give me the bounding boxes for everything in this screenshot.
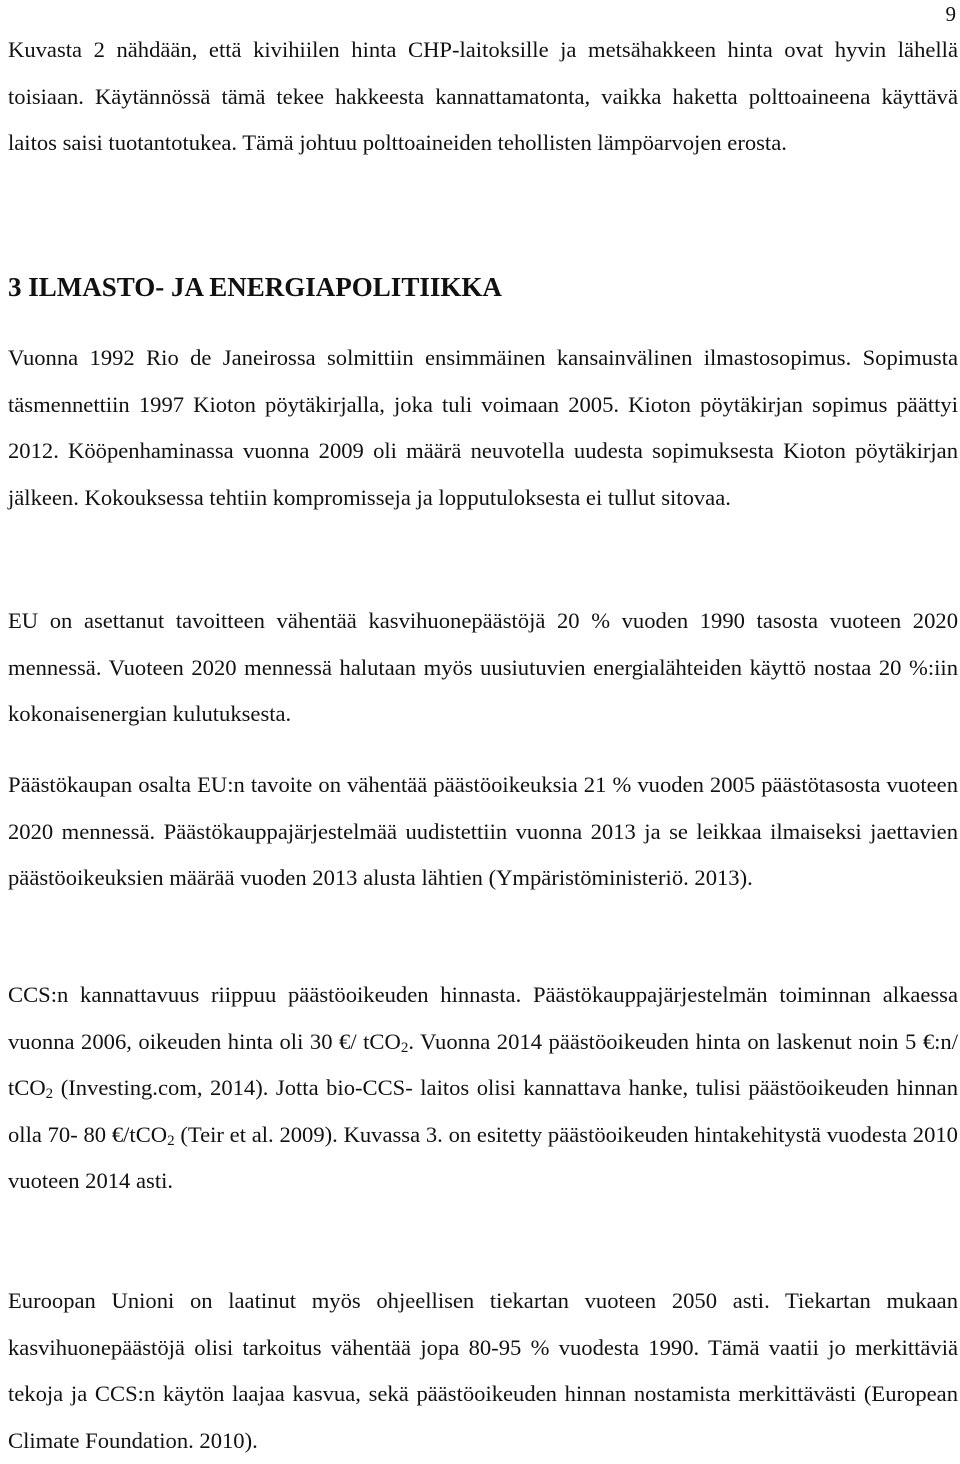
- paragraph-chp-prices: Kuvasta 2 nähdään, että kivihiilen hinta CHP-laitoksille ja metsähakkeen hinta ovat hyvin lähellä toisiaan. Käytännössä tämä tekee hakkeesta kannattamatonta, vaikka haketta polttoaineena käyttävä laitos saisi tuotantotukea. Tämä johtuu polttoaineiden tehollisten lämpöarvojen erosta.: [8, 37, 958, 155]
- paragraph-roadmap-2050: Euroopan Unioni on laatinut myös ohjeellisen tiekartan vuoteen 2050 asti. Tiekartan mukaan kasvihuonepäästöjä olisi tarkoitus vähentää jopa 80-95 % vuodesta 1990. Tämä vaatii jo merkittäviä tekoja ja CCS:n käytön laajaa kasvua, sekä päästöoikeuden hinnan nostamista merkittävästi (European Climate Foundation. 2010).: [8, 1288, 958, 1453]
- ccs-text-part3: (Investing.com, 2014). Jotta bio-CCS- laitos olisi kannattava hanke, tulisi päästöoikeuden hinnan olla 70- 80 €/tCO: [8, 1075, 958, 1147]
- section-heading: 3 ILMASTO- JA ENERGIAPOLITIIKKA: [8, 272, 502, 302]
- co2-subscript: 2: [167, 1132, 175, 1149]
- ccs-text-part1: CCS:n kannattavuus riippuu päästöoikeuden hinnasta. Päästökauppajärjestelmän toiminnan alkaessa vuonna 2006, oikeuden hinta oli 30 €/ tCO: [8, 982, 958, 1054]
- page-number: 9: [945, 2, 956, 26]
- co2-subscript: 2: [45, 1086, 54, 1102]
- paragraph-ccs-profitability: [8, 972, 958, 1205]
- ccs-text-part4: (Teir et al. 2009). Kuvassa 3. on esitetty päästöoikeuden hintakehitystä vuodesta 2010 vuoteen 2014 asti.: [8, 1121, 958, 1193]
- ccs-text-part2: . Vuonna 2014 päästöoikeuden hinta on laskenut noin 5 €:n/ tCO: [8, 1028, 958, 1100]
- co2-subscript: 2: [400, 1039, 409, 1056]
- paragraph-climate-agreements: Vuonna 1992 Rio de Janeirossa solmittiin ensimmäinen kansainvälinen ilmastosopimus. Sopimusta täsmennettiin 1997 Kioton pöytäkirjalla, joka tuli voimaan 2005. Kioton pöytäkirjan sopimus päättyi 2012. Kööpenhaminassa vuonna 2009 oli määrä neuvotella uudesta sopimuksesta Kioton pöytäkirjan jälkeen. Kokouksessa tehtiin kompromisseja ja lopputuloksesta ei tullut sitovaa.: [8, 345, 958, 510]
- paragraph-eu-targets: EU on asettanut tavoitteen vähentää kasvihuonepäästöjä 20 % vuoden 1990 tasosta vuoteen 2020 mennessä. Vuoteen 2020 mennessä halutaan myös uusiutuvien energialähteiden käyttö nostaa 20 %:iin kokonaisenergian kulutuksesta.: [8, 608, 958, 726]
- paragraph-emissions-trading: Päästökaupan osalta EU:n tavoite on vähentää päästöoikeuksia 21 % vuoden 2005 päästötasosta vuoteen 2020 mennessä. Päästökauppajärjestelmää uudistettiin vuonna 2013 ja se leikkaa ilmaiseksi jaettavien päästöoikeuksien määrää vuoden 2013 alusta lähtien (Ympäristöministeriö. 2013).: [8, 772, 958, 890]
